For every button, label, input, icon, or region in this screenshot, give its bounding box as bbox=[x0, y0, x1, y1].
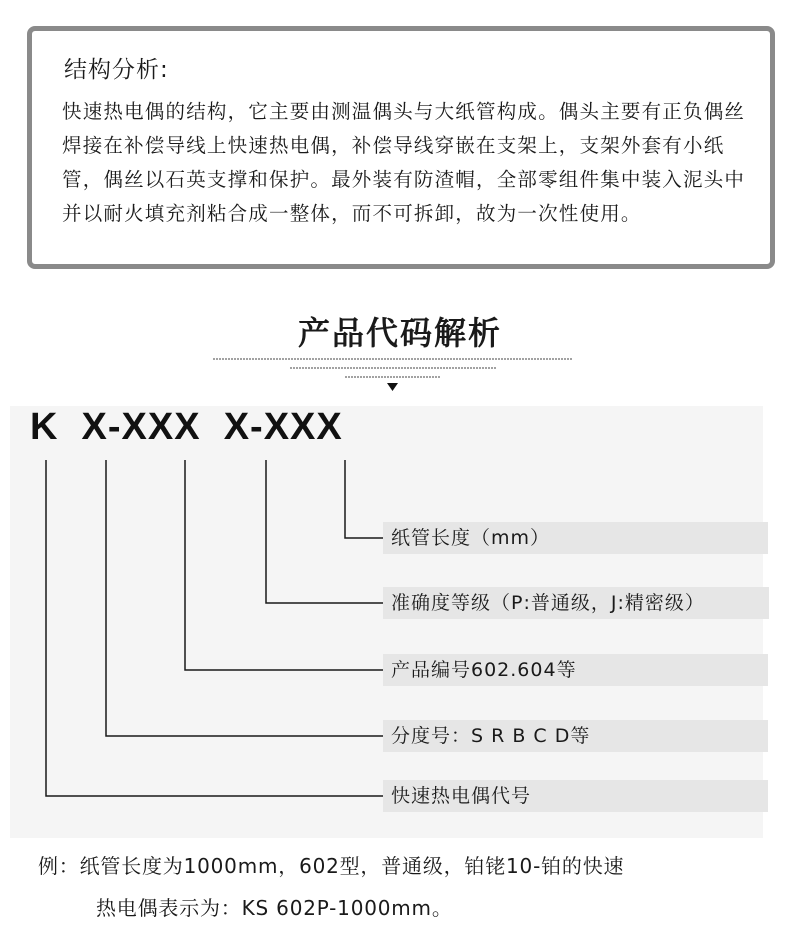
structure-body: 快速热电偶的结构，它主要由测温偶头与大纸管构成。偶头主要有正负偶丝焊接在补偿导线上快速热电偶，补偿导线穿嵌在支架上，支架外套有小纸管，偶丝以石英支撑和保护。最外装有防渣帽，全部零组件集中装入泥头中并以耐火填充剂粘合成一整体，而不可拆卸，故为一次性使用。 bbox=[62, 100, 746, 225]
example-text bbox=[38, 845, 624, 929]
label-accuracy-grade: 准确度等级（P:普通级，J:精密级） bbox=[383, 587, 769, 619]
example-line-1: 例：纸管长度为1000mm，602型，普通级，铂铑10-铂的快速 bbox=[38, 854, 625, 878]
example-line-2: 热电偶表示为：KS 602P-1000mm。 bbox=[96, 896, 453, 920]
connector-length bbox=[345, 460, 383, 538]
connector-accuracy bbox=[266, 460, 383, 603]
label-paper-tube-length: 纸管长度（mm） bbox=[383, 522, 768, 554]
connector-type-code bbox=[46, 460, 383, 796]
connector-graduation bbox=[106, 460, 383, 736]
structure-title: 结构分析: bbox=[64, 57, 169, 83]
label-product-number: 产品编号602.604等 bbox=[383, 654, 768, 686]
connector-product-no bbox=[185, 460, 383, 670]
label-type-code: 快速热电偶代号 bbox=[383, 780, 768, 812]
product-code: K X-XXX X-XXX bbox=[30, 406, 343, 448]
label-graduation-number: 分度号：S R B C D等 bbox=[383, 720, 768, 752]
section-title: 产品代码解析 bbox=[297, 314, 502, 352]
